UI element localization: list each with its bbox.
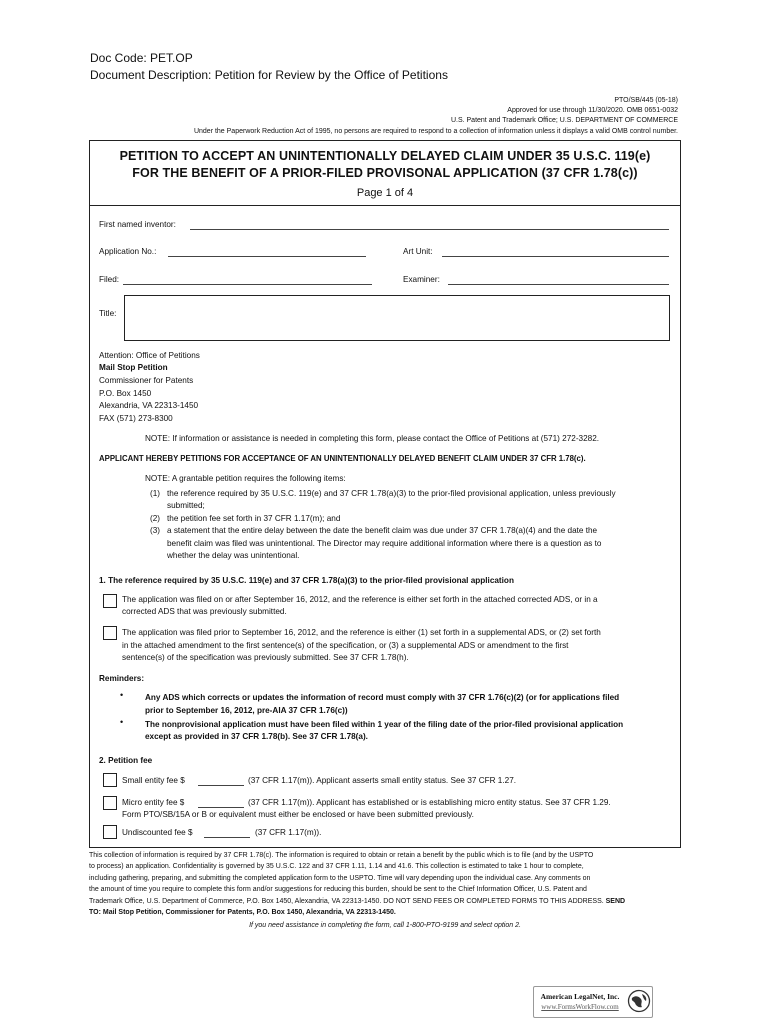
requirement-3-cont: whether the delay was unintentional. [167, 551, 300, 560]
applicant-statement: APPLICANT HEREBY PETITIONS FOR ACCEPTANCE OF AN UNINTENTIONALLY DELAYED BENEFIT CLAIM UNDER 37 CFR 1.78(c). [99, 454, 586, 463]
reminder-2-cont: except as provided in 37 CFR 1.78(b). See 37 CFR 1.78(a). [145, 732, 368, 741]
bullet-icon: • [120, 690, 124, 700]
reference-option-b-checkbox[interactable] [103, 626, 117, 640]
undiscounted-fee-label: Undiscounted fee $ [122, 828, 193, 837]
requirements-intro: NOTE: A grantable petition requires the following items: [145, 474, 346, 483]
title-label: Title: [99, 309, 117, 318]
form-id: PTO/SB/445 (05-18) [614, 97, 678, 104]
section-2-heading: 2. Petition fee [99, 756, 153, 765]
requirement-1: the reference required by 35 U.S.C. 119(e) and 37 CFR 1.78(a)(3) to the prior-filed provisional application, unless previously [167, 489, 616, 498]
burden-statement [89, 896, 625, 907]
reference-option-b-cont: sentence(s) of the specification was previously submitted. See 37 CFR 1.78(h). [122, 653, 409, 662]
reminder-2: The nonprovisional application must have been filed within 1 year of the filing date of the prior-filed provisional application [145, 720, 624, 729]
examiner-field[interactable] [448, 276, 669, 285]
filed-field[interactable] [123, 276, 372, 285]
logo-name: American LegalNet, Inc. [540, 992, 620, 1001]
bullet-icon: • [120, 717, 124, 727]
application-no-label: Application No.: [99, 247, 157, 256]
burden-statement: to process) an application. Confidentiality is governed by 35 U.S.C. 122 and 37 CFR 1.11, 1.14 and 41.6. This collection is estimated to take 1 hour to complete, [89, 863, 584, 870]
requirement-1-cont: submitted; [167, 501, 205, 510]
page-indicator: Page 1 of 4 [356, 187, 414, 199]
undiscounted-fee-text: (37 CFR 1.17(m)). [255, 828, 322, 837]
small-entity-text: (37 CFR 1.17(m)). Applicant asserts small entity status. See 37 CFR 1.27. [248, 776, 517, 785]
micro-entity-text: (37 CFR 1.17(m)). Applicant has established or is establishing micro entity status. See 37 CFR 1.29. [248, 798, 611, 807]
reminder-1-cont: prior to September 16, 2012, pre-AIA 37 CFR 1.76(c)) [145, 706, 348, 715]
item-number: (2) [150, 514, 161, 523]
micro-entity-amount[interactable] [198, 799, 244, 808]
reference-option-a: The application was filed on or after September 16, 2012, and the reference is either set forth in the attached corrected ADS, or in a [122, 595, 598, 604]
undiscounted-fee-amount[interactable] [204, 829, 250, 838]
burden-statement: including gathering, preparing, and submitting the completed application form to the USPTO. Time will vary depending upon the individual case. Any comments on [89, 875, 591, 882]
item-number: (3) [150, 526, 161, 535]
burden-statement: This collection of information is required by 37 CFR 1.78(c). The information is required to obtain or retain a benefit by the public which is to file (and by the USPTO [89, 852, 594, 859]
requirement-3-cont: benefit claim was filed was unintentional. The Director may require additional information where there is a question as to [167, 539, 602, 548]
micro-entity-checkbox[interactable] [103, 796, 117, 810]
micro-entity-label: Micro entity fee $ [122, 798, 185, 807]
reference-option-a-cont: corrected ADS that was previously submitted. [122, 607, 287, 616]
art-unit-label: Art Unit: [403, 247, 433, 256]
commissioner-line: Commissioner for Patents [99, 376, 194, 385]
first-inventor-label: First named inventor: [99, 220, 176, 229]
attention-line: Attention: Office of Petitions [99, 351, 200, 360]
first-inventor-field[interactable] [190, 221, 669, 230]
logo [533, 986, 653, 1018]
application-no-field[interactable] [168, 248, 366, 257]
item-number: (1) [150, 489, 161, 498]
send-label: SEND [605, 898, 626, 905]
reminder-1: Any ADS which corrects or updates the information of record must comply with 37 CFR 1.76(c)(2) (or for applications filed [145, 693, 620, 702]
divider [89, 205, 681, 206]
help-line: If you need assistance in completing the form, call 1-800-PTO-9199 and select option 2. [249, 922, 521, 929]
small-entity-checkbox[interactable] [103, 773, 117, 787]
approval-line: Approved for use through 11/30/2020. OMB 0651-0032 [507, 107, 678, 114]
section-1-heading: 1. The reference required by 35 U.S.C. 119(e) and 37 CFR 1.78(a)(3) to the prior-filed provisional application [99, 576, 514, 585]
mail-stop-line: Mail Stop Petition [99, 363, 168, 372]
micro-entity-note: Form PTO/SB/15A or B or equivalent must either be enclosed or have been submitted previously. [122, 810, 474, 819]
small-entity-label: Small entity fee $ [122, 776, 185, 785]
paperwork-notice: Under the Paperwork Reduction Act of 1995, no persons are required to respond to a collection of information unless it displays a valid OMB control number. [193, 128, 678, 135]
form-title-line1: PETITION TO ACCEPT AN UNINTENTIONALLY DELAYED CLAIM UNDER 35 U.S.C. 119(e) [119, 149, 651, 163]
po-box-line: P.O. Box 1450 [99, 389, 152, 398]
globe-icon [627, 989, 651, 1013]
burden-statement: the amount of time you require to complete this form and/or suggestions for reducing this burden, should be sent to the Chief Information Officer, U.S. Patent and [89, 886, 587, 893]
assistance-note: NOTE: If information or assistance is needed in completing this form, please contact the Office of Petitions at (571) 272-3282. [145, 434, 600, 443]
reference-option-a-checkbox[interactable] [103, 594, 117, 608]
doc-code: Doc Code: PET.OP [90, 51, 193, 65]
reference-option-b-cont: in the attached amendment to the first sentence(s) of the specification, or (3) a supplemental ADS or amendment to the first [122, 641, 569, 650]
burden-text: Trademark Office, U.S. Department of Commerce, P.O. Box 1450, Alexandria, VA 22313-1450. DO NOT SEND FEES OR COMPLETED FORMS TO THIS ADDRESS. [89, 898, 604, 905]
examiner-label: Examiner: [403, 275, 440, 284]
city-line: Alexandria, VA 22313-1450 [99, 401, 199, 410]
doc-description: Document Description: Petition for Review by the Office of Petitions [90, 68, 448, 82]
send-to-address: TO: Mail Stop Petition, Commissioner for Patents, P.O. Box 1450, Alexandria, VA 22313-1450. [89, 909, 396, 916]
small-entity-amount[interactable] [198, 777, 244, 786]
art-unit-field[interactable] [442, 248, 669, 257]
form-title-line2: FOR THE BENEFIT OF A PRIOR-FILED PROVISONAL APPLICATION (37 CFR 1.78(c)) [132, 166, 638, 180]
reminders-heading: Reminders: [99, 674, 145, 683]
fax-line: FAX (571) 273-8300 [99, 414, 173, 423]
title-field[interactable] [124, 295, 670, 341]
undiscounted-fee-checkbox[interactable] [103, 825, 117, 839]
requirement-3: a statement that the entire delay between the date the benefit claim was due under 37 CFR 1.78(a)(4) and the date the [167, 526, 598, 535]
reference-option-b: The application was filed prior to September 16, 2012, and the reference is either (1) set forth in a supplemental ADS, or (2) set forth [122, 628, 601, 637]
agency-line: U.S. Patent and Trademark Office; U.S. DEPARTMENT OF COMMERCE [450, 117, 678, 124]
requirement-2: the petition fee set forth in 37 CFR 1.17(m); and [167, 514, 341, 523]
filed-label: Filed: [99, 275, 120, 284]
logo-url: www.FormsWorkFlow.com [541, 1003, 619, 1011]
